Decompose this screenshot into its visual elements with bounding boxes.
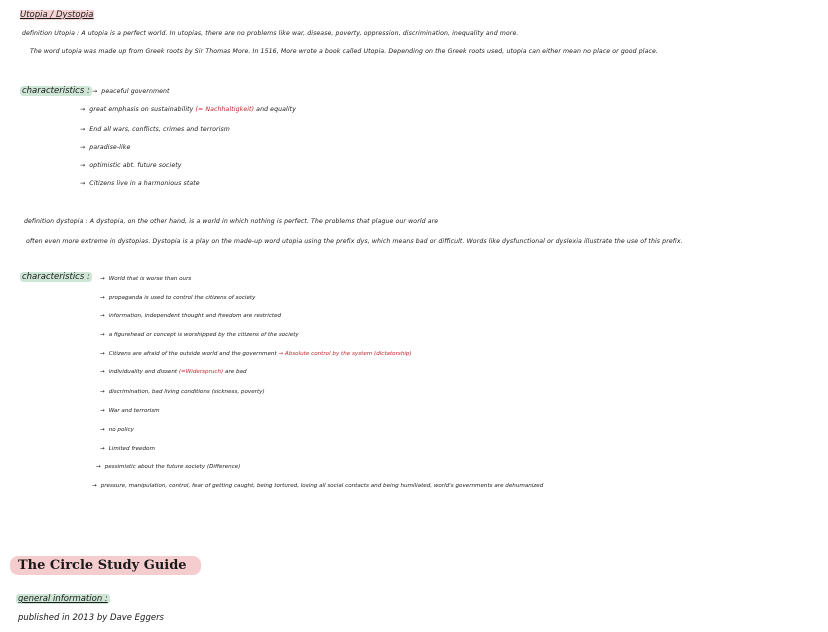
arrow-icon: → [96, 464, 101, 470]
dystopia-characteristics-label: characteristics : [22, 272, 90, 282]
utopia-definition-text: A utopia is a perfect world. In utopias, there are no problems like war, disease, poverty, oppression, discrimination, inequality and more. [81, 30, 519, 37]
utopia-char-item: → peaceful government [92, 88, 170, 95]
arrow-icon: → [100, 446, 105, 452]
arrow-icon: → [80, 180, 86, 187]
utopia-definition-2: The word utopia was made up from Greek roots by Sir Thomas More. In 1516, More wrote a book called Utopia. Depending on the Greek roots used, utopia can either mean no place or good place. [30, 48, 658, 55]
arrow-icon: → [92, 483, 97, 489]
dystopia-char-item: → propaganda is used to control the citizens of society [100, 295, 256, 301]
arrow-icon: → [100, 408, 105, 414]
dystopia-char-item: → War and terrorism [100, 408, 160, 414]
arrow-icon: → [80, 144, 86, 151]
utopia-char-item: → Citizens live in a harmonious state [80, 180, 200, 187]
utopia-char-item: → paradise-like [80, 144, 131, 151]
dystopia-char-item: → information, independent thought and freedom are restricted [100, 313, 282, 319]
arrow-icon: → [100, 276, 105, 282]
page-title: Utopia / Dystopia [20, 10, 94, 20]
dystopia-char-item: → a figurehead or concept is worshipped by the citizens of the society [100, 332, 299, 338]
arrow-icon: → [100, 295, 105, 301]
dystopia-char-item: → World that is worse than ours [100, 276, 192, 282]
utopia-char-item: → great emphasis on sustainability (= Nachhaltigkeit) and equality [80, 106, 296, 113]
dystopia-char-item: → no policy [100, 427, 134, 433]
study-guide-title: The Circle Study Guide [10, 556, 201, 575]
dystopia-definition-label: definition dystopia : [24, 218, 88, 225]
utopia-char-item: → End all wars, conflicts, crimes and terrorism [80, 126, 230, 133]
arrow-icon: → [80, 106, 86, 113]
arrow-icon: → [92, 88, 98, 95]
dystopia-definition-2: often even more extreme in dystopias. Dystopia is a play on the made-up word utopia using the prefix dys, which means bad or difficult. Words like dysfunctional or dyslexia illustrate the use of this prefix. [26, 238, 683, 245]
arrow-icon-red: → [278, 351, 284, 357]
dystopia-char-item: → pressure, manipulation, control, fear of getting caught, being tortured, losing all social contacts and being humiliated, world's governments are dehumanized [92, 483, 544, 489]
arrow-icon: → [100, 332, 105, 338]
utopia-char-item: → optimistic abt. future society [80, 162, 182, 169]
published-info: published in 2013 by Dave Eggers [18, 613, 164, 623]
dystopia-definition [24, 218, 438, 225]
utopia-definition-label: definition Utopia : [22, 30, 80, 37]
utopia-definition [22, 30, 518, 37]
arrow-icon: → [100, 427, 105, 433]
general-information-label: general information : [18, 594, 108, 604]
utopia-characteristics-label: characteristics : [22, 86, 90, 96]
arrow-icon: → [100, 351, 105, 357]
arrow-icon: → [100, 389, 105, 395]
dystopia-char-item: → Limited freedom [100, 446, 155, 452]
arrow-icon: → [80, 162, 86, 169]
dystopia-char-item: → pessimistic about the future society (Difference) [96, 464, 241, 470]
dystopia-char-item: → discrimination, bad living conditions (sickness, poverty) [100, 389, 265, 395]
arrow-icon: → [100, 313, 105, 319]
arrow-icon: → [80, 126, 86, 133]
dystopia-char-item: → individuality and dissent (=Widerspruch) are bad [100, 369, 247, 375]
arrow-icon: → [100, 369, 105, 375]
dystopia-definition-text: A dystopia, on the other hand, is a world in which nothing is perfect. The problems that plague our world are [89, 218, 439, 225]
dystopia-char-item: → Citizens are afraid of the outside world and the government → Absolute control by the system (dictatorship) [100, 351, 412, 357]
